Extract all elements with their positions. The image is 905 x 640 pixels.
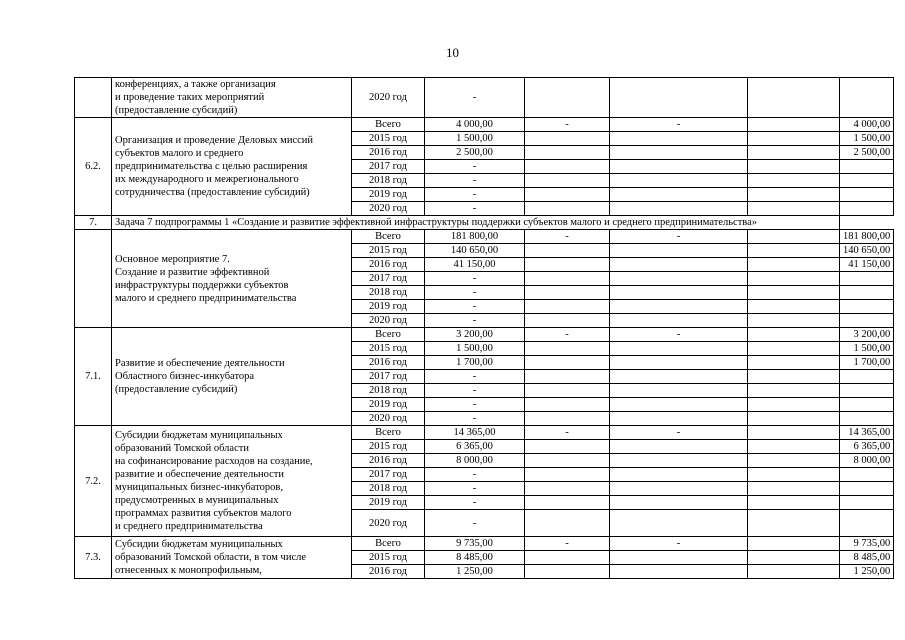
empty-cell (748, 160, 840, 174)
empty-cell (748, 146, 840, 160)
total-cell: 1 250,00 (840, 565, 894, 579)
source-b-cell (525, 384, 610, 398)
amount-cell: 9 735,00 (425, 537, 525, 551)
row-description (112, 537, 352, 579)
total-cell (840, 286, 894, 300)
description-line: Основное мероприятие 7. (115, 253, 230, 265)
amount-cell: - (425, 468, 525, 482)
amount-cell: 2 500,00 (425, 146, 525, 160)
row-number: 7.2. (75, 426, 112, 537)
empty-cell (748, 258, 840, 272)
source-b-cell (525, 300, 610, 314)
source-b-cell (525, 78, 610, 118)
total-cell (840, 272, 894, 286)
description-line: программах развития субъектов малого (115, 508, 292, 519)
source-b-cell (525, 202, 610, 216)
total-cell (840, 496, 894, 510)
year-cell: Всего (352, 118, 425, 132)
source-c-cell (610, 132, 748, 146)
total-cell: 6 365,00 (840, 440, 894, 454)
year-cell: 2017 год (352, 160, 425, 174)
year-cell: 2016 год (352, 146, 425, 160)
year-cell: 2020 год (352, 314, 425, 328)
row-description (112, 328, 352, 426)
table-row (75, 426, 894, 440)
amount-cell: - (425, 286, 525, 300)
total-cell: 1 700,00 (840, 356, 894, 370)
amount-cell: 140 650,00 (425, 244, 525, 258)
empty-cell (748, 356, 840, 370)
row-number: 7.3. (75, 537, 112, 579)
total-cell: 4 000,00 (840, 118, 894, 132)
empty-cell (748, 468, 840, 482)
amount-cell: - (425, 78, 525, 118)
year-cell: Всего (352, 328, 425, 342)
source-c-cell (610, 160, 748, 174)
source-c-cell: - (610, 230, 748, 244)
amount-cell: 1 250,00 (425, 565, 525, 579)
total-cell (840, 398, 894, 412)
source-c-cell (610, 356, 748, 370)
total-cell (840, 174, 894, 188)
empty-cell (748, 244, 840, 258)
amount-cell: - (425, 160, 525, 174)
source-c-cell (610, 314, 748, 328)
amount-cell: 8 000,00 (425, 454, 525, 468)
table-row (75, 78, 894, 118)
empty-cell (748, 537, 840, 551)
description-line: (предоставление субсидий) (115, 105, 238, 116)
year-cell: 2015 год (352, 342, 425, 356)
year-cell: 2016 год (352, 258, 425, 272)
year-cell: 2018 год (352, 286, 425, 300)
year-cell: 2015 год (352, 440, 425, 454)
total-cell (840, 468, 894, 482)
source-c-cell (610, 286, 748, 300)
source-b-cell (525, 188, 610, 202)
source-b-cell (525, 412, 610, 426)
empty-cell (748, 426, 840, 440)
total-cell: 2 500,00 (840, 146, 894, 160)
source-b-cell (525, 398, 610, 412)
empty-cell (748, 370, 840, 384)
amount-cell: - (425, 398, 525, 412)
total-cell: 1 500,00 (840, 132, 894, 146)
empty-cell (748, 496, 840, 510)
total-cell: 8 485,00 (840, 551, 894, 565)
description-line: Организация и проведение Деловых миссий (115, 135, 313, 146)
source-b-cell (525, 146, 610, 160)
row-description (112, 426, 352, 537)
source-b-cell (525, 496, 610, 510)
description-line: Создание и развитие эффективной (115, 266, 270, 278)
amount-cell: - (425, 384, 525, 398)
year-cell: 2020 год (352, 412, 425, 426)
total-cell (840, 78, 894, 118)
description-line: муниципальных бизнес-инкубаторов, (115, 482, 283, 493)
row-description (112, 118, 352, 216)
description-line: Областного бизнес-инкубатора (115, 371, 255, 382)
year-cell: 2017 год (352, 468, 425, 482)
source-c-cell (610, 482, 748, 496)
year-cell: 2015 год (352, 132, 425, 146)
source-b-cell: - (525, 230, 610, 244)
amount-cell: - (425, 412, 525, 426)
amount-cell: - (425, 314, 525, 328)
empty-cell (748, 300, 840, 314)
empty-cell (748, 384, 840, 398)
year-cell: 2018 год (352, 384, 425, 398)
row-number: 7.1. (75, 328, 112, 426)
amount-cell: 14 365,00 (425, 426, 525, 440)
source-b-cell (525, 314, 610, 328)
year-cell: 2017 год (352, 272, 425, 286)
amount-cell: - (425, 370, 525, 384)
source-c-cell: - (610, 426, 748, 440)
source-c-cell: - (610, 118, 748, 132)
table-row (75, 537, 894, 551)
amount-cell: - (425, 174, 525, 188)
source-c-cell (610, 342, 748, 356)
description-line: (предоставление субсидий) (115, 384, 238, 395)
description-line: и среднего предпринимательства (115, 521, 263, 532)
total-cell: 14 365,00 (840, 426, 894, 440)
year-cell: 2015 год (352, 551, 425, 565)
total-cell: 140 650,00 (840, 244, 894, 258)
budget-table (74, 77, 894, 579)
source-b-cell (525, 244, 610, 258)
amount-cell: - (425, 202, 525, 216)
source-c-cell (610, 551, 748, 565)
amount-cell: - (425, 300, 525, 314)
empty-cell (748, 551, 840, 565)
amount-cell: 1 700,00 (425, 356, 525, 370)
source-b-cell (525, 510, 610, 537)
total-cell (840, 384, 894, 398)
source-c-cell (610, 78, 748, 118)
amount-cell: 1 500,00 (425, 342, 525, 356)
year-cell: 2016 год (352, 454, 425, 468)
description-line: Развитие и обеспечение деятельности (115, 358, 285, 369)
table-row (75, 118, 894, 132)
empty-cell (748, 412, 840, 426)
source-b-cell (525, 551, 610, 565)
source-b-cell (525, 454, 610, 468)
year-cell: Всего (352, 426, 425, 440)
source-b-cell: - (525, 537, 610, 551)
amount-cell: 41 150,00 (425, 258, 525, 272)
source-c-cell (610, 468, 748, 482)
source-c-cell (610, 272, 748, 286)
description-line: отнесенных к монопрофильным, (115, 565, 262, 576)
amount-cell: 6 365,00 (425, 440, 525, 454)
description-line: Субсидии бюджетам муниципальных (115, 539, 283, 550)
total-cell (840, 412, 894, 426)
year-cell: 2020 год (352, 202, 425, 216)
row-number (75, 230, 112, 328)
table-row (75, 230, 894, 244)
year-cell: 2019 год (352, 300, 425, 314)
description-line: образований Томской области, в том числе (115, 552, 307, 563)
amount-cell: - (425, 496, 525, 510)
source-c-cell (610, 146, 748, 160)
total-cell (840, 188, 894, 202)
year-cell: 2019 год (352, 188, 425, 202)
source-c-cell (610, 440, 748, 454)
empty-cell (748, 342, 840, 356)
task-title: Задача 7 подпрограммы 1 «Создание и развитие эффективной инфраструктуры поддержки субъектов малого и среднего предпринимательства» (112, 216, 840, 230)
amount-cell: 8 485,00 (425, 551, 525, 565)
source-c-cell (610, 258, 748, 272)
source-b-cell: - (525, 328, 610, 342)
amount-cell: - (425, 272, 525, 286)
source-c-cell: - (610, 328, 748, 342)
source-c-cell (610, 565, 748, 579)
source-c-cell (610, 300, 748, 314)
total-cell (840, 510, 894, 537)
amount-cell: - (425, 510, 525, 537)
amount-cell: 1 500,00 (425, 132, 525, 146)
empty-cell (748, 440, 840, 454)
source-b-cell (525, 440, 610, 454)
total-cell (840, 202, 894, 216)
empty-cell (748, 118, 840, 132)
source-b-cell (525, 468, 610, 482)
task-row (75, 216, 894, 230)
source-b-cell (525, 356, 610, 370)
description-line: сотрудничества (предоставление субсидий) (115, 187, 310, 198)
amount-cell: - (425, 188, 525, 202)
empty-cell (748, 510, 840, 537)
description-line: их международного и межрегионального (115, 174, 299, 185)
empty-cell (748, 202, 840, 216)
row-number: 6.2. (75, 118, 112, 216)
year-cell: 2015 год (352, 244, 425, 258)
total-cell (840, 314, 894, 328)
year-cell: 2016 год (352, 565, 425, 579)
page-number: 10 (446, 45, 459, 60)
source-c-cell (610, 454, 748, 468)
source-b-cell: - (525, 426, 610, 440)
source-c-cell (610, 174, 748, 188)
year-cell: 2017 год (352, 370, 425, 384)
row-description (112, 78, 352, 118)
description-line: малого и среднего предпринимательства (115, 292, 297, 304)
source-b-cell (525, 132, 610, 146)
year-cell: 2016 год (352, 356, 425, 370)
source-b-cell (525, 174, 610, 188)
total-cell (840, 370, 894, 384)
empty-cell (748, 482, 840, 496)
year-cell: Всего (352, 230, 425, 244)
year-cell: Всего (352, 537, 425, 551)
source-b-cell (525, 482, 610, 496)
empty-cell (748, 398, 840, 412)
empty-cell (748, 314, 840, 328)
description-line: и проведение таких мероприятий (115, 92, 265, 103)
year-cell: 2020 год (352, 510, 425, 537)
total-cell: 181 800,00 (840, 230, 894, 244)
year-cell: 2019 год (352, 496, 425, 510)
total-cell: 1 500,00 (840, 342, 894, 356)
source-c-cell: - (610, 537, 748, 551)
source-b-cell (525, 258, 610, 272)
empty-cell (748, 272, 840, 286)
source-b-cell (525, 160, 610, 174)
year-cell: 2018 год (352, 482, 425, 496)
source-c-cell (610, 398, 748, 412)
source-c-cell (610, 496, 748, 510)
total-cell (840, 160, 894, 174)
empty-cell (748, 565, 840, 579)
year-cell: 2018 год (352, 174, 425, 188)
source-c-cell (610, 384, 748, 398)
empty-cell (748, 78, 840, 118)
description-line: Субсидии бюджетам муниципальных (115, 430, 283, 441)
source-c-cell (610, 412, 748, 426)
row-number (75, 78, 112, 118)
empty-cell (748, 454, 840, 468)
total-cell: 8 000,00 (840, 454, 894, 468)
source-c-cell (610, 370, 748, 384)
year-cell: 2019 год (352, 398, 425, 412)
source-b-cell (525, 342, 610, 356)
source-b-cell: - (525, 118, 610, 132)
empty-cell (748, 174, 840, 188)
source-c-cell (610, 188, 748, 202)
source-b-cell (525, 286, 610, 300)
total-cell: 41 150,00 (840, 258, 894, 272)
empty-cell (748, 230, 840, 244)
description-line: на софинансирование расходов на создание, (115, 456, 313, 467)
description-line: конференциях, а также организация (115, 79, 276, 90)
empty-cell (748, 132, 840, 146)
source-c-cell (610, 244, 748, 258)
amount-cell: - (425, 482, 525, 496)
total-cell: 9 735,00 (840, 537, 894, 551)
source-b-cell (525, 565, 610, 579)
description-line: развитие и обеспечение деятельности (115, 469, 284, 480)
year-cell: 2020 год (352, 78, 425, 118)
description-line: образований Томской области (115, 443, 249, 454)
source-c-cell (610, 202, 748, 216)
total-cell (840, 300, 894, 314)
empty-cell (748, 328, 840, 342)
table-row (75, 328, 894, 342)
empty-cell (748, 286, 840, 300)
description-line: субъектов малого и среднего (115, 148, 244, 159)
source-b-cell (525, 370, 610, 384)
total-cell: 3 200,00 (840, 328, 894, 342)
total-cell (840, 482, 894, 496)
amount-cell: 3 200,00 (425, 328, 525, 342)
row-description (112, 230, 352, 328)
amount-cell: 4 000,00 (425, 118, 525, 132)
empty-cell (748, 188, 840, 202)
source-c-cell (610, 510, 748, 537)
row-number: 7. (75, 216, 112, 230)
description-line: инфраструктуры поддержки субъектов (115, 279, 289, 291)
source-b-cell (525, 272, 610, 286)
description-line: предусмотренных в муниципальных (115, 495, 279, 506)
amount-cell: 181 800,00 (425, 230, 525, 244)
description-line: предпринимательства с целью расширения (115, 161, 308, 172)
